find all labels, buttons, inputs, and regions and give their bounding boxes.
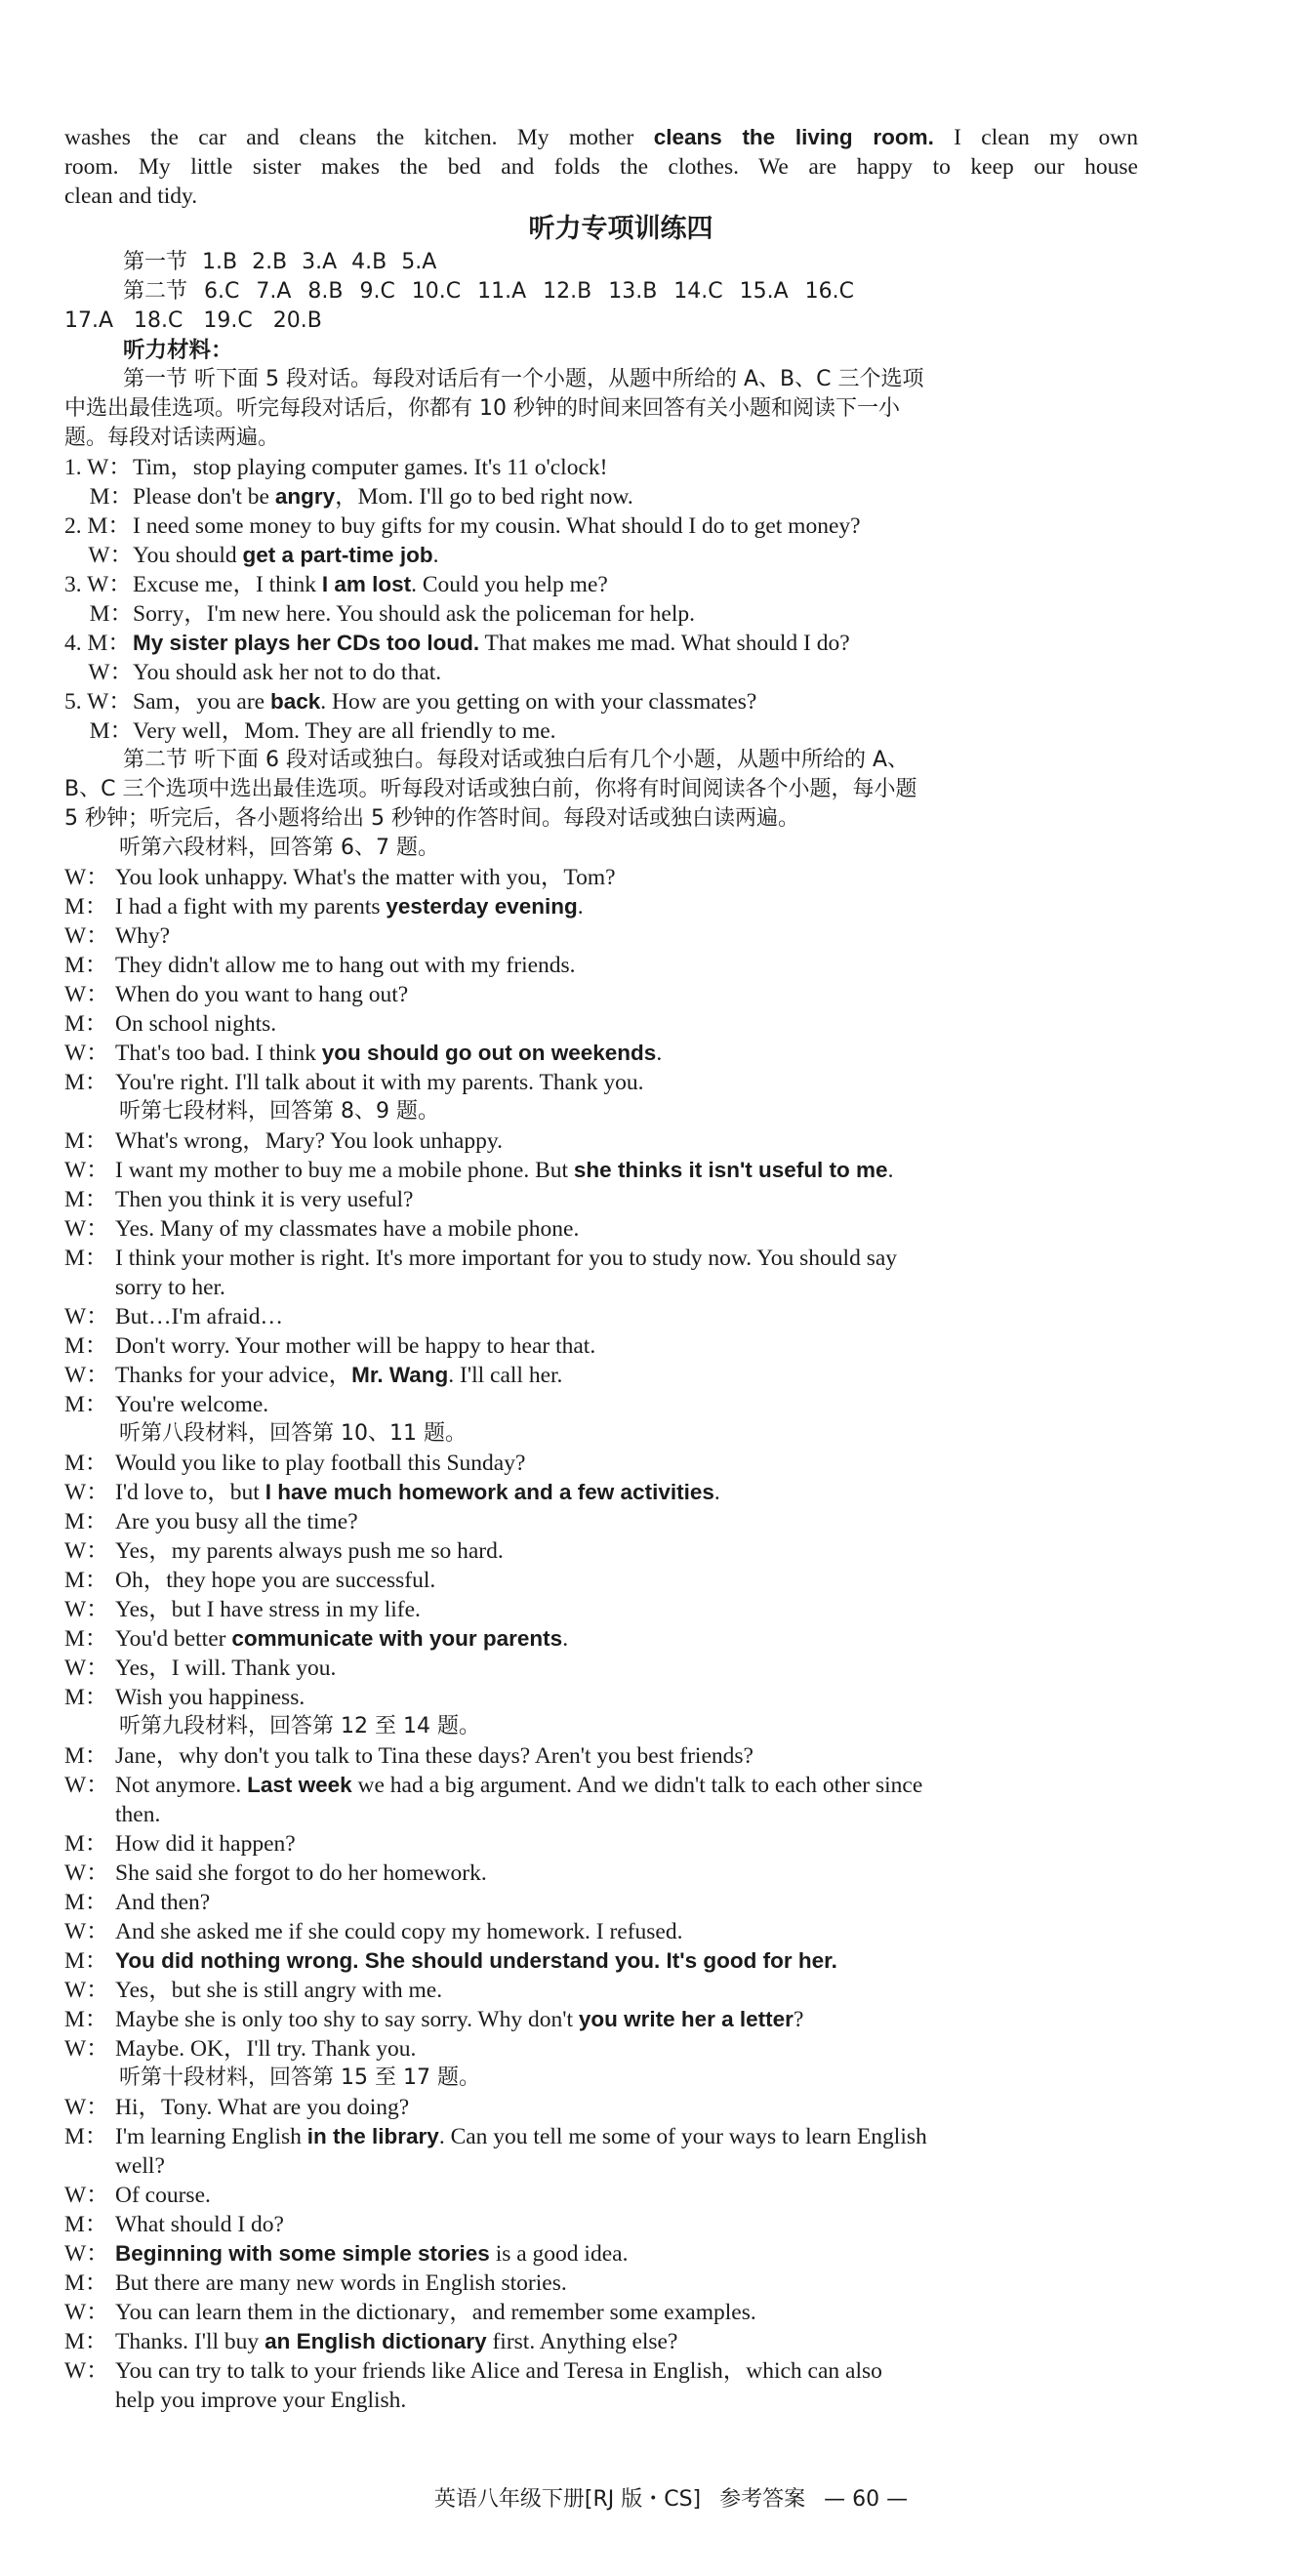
m7-line-5: M： I think your mother is right. It's more important for you to study now. You should say: [64, 1246, 898, 1271]
m10-line-2-cont: well?: [115, 2153, 165, 2179]
m10-line-6: M： But there are many new words in English stories.: [64, 2270, 567, 2296]
m7-line-8: W： Thanks for your advice，Mr. Wang. I'll call her.: [64, 1363, 563, 1388]
dialogue1-m: M：Please don't be angry，Mom. I'll go to bed right now.: [89, 484, 633, 510]
m6-line-7: W： That's too bad. I think you should go out on weekends.: [64, 1041, 663, 1066]
material8-heading: 听第八段材料，回答第 10、11 题。: [119, 1421, 467, 1446]
material6-heading: 听第六段材料，回答第 6、7 题。: [119, 836, 439, 860]
m7-line-3: M： Then you think it is very useful?: [64, 1187, 414, 1212]
m10-line-9-cont: help you improve your English.: [115, 2388, 407, 2413]
instruction1-line3: 题。每段对话读两遍。: [64, 426, 280, 450]
m8-line-5: M： Oh，they hope you are successful.: [64, 1568, 436, 1593]
m7-line-7: M： Don't worry. Your mother will be happy to hear that.: [64, 1333, 596, 1359]
m9-line-4: W： She said she forgot to do her homework.: [64, 1860, 487, 1886]
answers-part1: 第一节 1.B 2.B 3.A 4.B 5.A: [123, 250, 437, 274]
instruction2-line1: 第二节 听下面 6 段对话或独白。每段对话或独白后有几个小题，从题中所给的 A、: [123, 748, 910, 772]
footer-book-title: 英语八年级下册[RJ 版・CS]: [433, 2487, 702, 2512]
m10-line-7: W： You can learn them in the dictionary，and remember some examples.: [64, 2300, 756, 2325]
answers-part2-line1: 第二节 6.C 7.A 8.B 9.C 10.C 11.A 12.B 13.B 14.C 15.A 16.C: [123, 279, 855, 304]
materials-label: 听力材料：: [123, 338, 233, 363]
m7-line-4: W： Yes. Many of my classmates have a mobile phone.: [64, 1216, 580, 1242]
dialogue3-m: M：Sorry，I'm new here. You should ask the policeman for help.: [89, 601, 695, 627]
m8-line-6: W： Yes，but I have stress in my life.: [64, 1597, 421, 1622]
m8-line-9: M： Wish you happiness.: [64, 1685, 305, 1710]
m8-line-1: M： Would you like to play football this Sunday?: [64, 1451, 526, 1476]
intro-line-1: washes the car and cleans the kitchen. My mother cleans the living room. I clean my own: [64, 125, 1138, 150]
m10-line-4: M： What should I do?: [64, 2212, 284, 2237]
m8-line-8: W： Yes，I will. Thank you.: [64, 1656, 337, 1681]
m8-line-2: W： I'd love to，but I have much homework and a few activities.: [64, 1480, 720, 1505]
dialogue4-w: W：You should ask her not to do that.: [88, 660, 442, 685]
dialogue2-w: W：You should get a part-time job.: [88, 543, 439, 568]
m6-line-6: M： On school nights.: [64, 1011, 277, 1037]
m7-line-1: M： What's wrong，Mary? You look unhappy.: [64, 1128, 503, 1154]
m7-line-5-cont: sorry to her.: [115, 1275, 225, 1300]
m10-line-5: W： Beginning with some simple stories is a good idea.: [64, 2241, 629, 2267]
answers-part2-line2: 17.A 18.C 19.C 20.B: [64, 308, 322, 333]
m8-line-4: W： Yes，my parents always push me so hard.: [64, 1538, 504, 1564]
dialogue3-w: 3. W：Excuse me，I think I am lost. Could you help me?: [64, 572, 608, 597]
dialogue4-m: 4. M：My sister plays her CDs too loud. That makes me mad. What should I do?: [64, 631, 850, 656]
m6-line-3: W： Why?: [64, 923, 171, 949]
m10-line-2: M： I'm learning English in the library. Can you tell me some of your ways to learn English: [64, 2124, 927, 2149]
m9-line-5: M： And then?: [64, 1890, 211, 1915]
dialogue2-m: 2. M：I need some money to buy gifts for my cousin. What should I do to get money?: [64, 513, 861, 539]
m9-line-7: M： You did nothing wrong. She should understand you. It's good for her.: [64, 1948, 837, 1974]
m6-line-5: W： When do you want to hang out?: [64, 982, 409, 1007]
m6-line-1: W： You look unhappy. What's the matter with you，Tom?: [64, 865, 616, 890]
m9-line-2: W： Not anymore. Last week we had a big argument. And we didn't talk to each other since: [64, 1773, 923, 1798]
m9-line-2-cont: then.: [115, 1802, 161, 1827]
instruction2-line3: 5 秒钟；听完后，各小题将给出 5 秒钟的作答时间。每段对话或独白读两遍。: [64, 806, 799, 831]
m7-line-2: W： I want my mother to buy me a mobile phone. But she thinks it isn't useful to me.: [64, 1158, 894, 1183]
m9-line-3: M： How did it happen?: [64, 1831, 296, 1857]
instruction1-line2: 中选出最佳选项。听完每段对话后，你都有 10 秒钟的时间来回答有关小题和阅读下一小: [64, 396, 900, 421]
material7-heading: 听第七段材料，回答第 8、9 题。: [119, 1099, 439, 1124]
intro-line-2: room. My little sister makes the bed and folds the clothes. We are happy to keep our house: [64, 154, 1138, 180]
footer-section: 参考答案: [719, 2487, 806, 2512]
instruction1-line1: 第一节 听下面 5 段对话。每段对话后有一个小题，从题中所给的 A、B、C 三个选项: [123, 367, 924, 391]
footer-page-number: — 60 —: [824, 2487, 909, 2512]
m10-line-1: W： Hi，Tony. What are you doing?: [64, 2095, 410, 2120]
m6-line-4: M： They didn't allow me to hang out with my friends.: [64, 953, 576, 978]
m8-line-3: M： Are you busy all the time?: [64, 1509, 358, 1534]
m7-line-6: W： But…I'm afraid…: [64, 1304, 283, 1329]
m9-line-10: W： Maybe. OK，I'll try. Thank you.: [64, 2036, 417, 2062]
dialogue5-m: M：Very well，Mom. They are all friendly to me.: [89, 718, 556, 744]
material9-heading: 听第九段材料，回答第 12 至 14 题。: [119, 1714, 480, 1738]
m6-line-8: M： You're right. I'll talk about it with my parents. Thank you.: [64, 1070, 644, 1095]
m9-line-6: W： And she asked me if she could copy my homework. I refused.: [64, 1919, 683, 1944]
m7-line-9: M： You're welcome.: [64, 1392, 269, 1417]
m9-line-8: W： Yes，but she is still angry with me.: [64, 1978, 443, 2003]
m8-line-7: M： You'd better communicate with your parents.: [64, 1626, 569, 1652]
m10-line-9: W： You can try to talk to your friends like Alice and Teresa in English，which can also: [64, 2358, 882, 2384]
instruction2-line2: B、C 三个选项中选出最佳选项。听每段对话或独白前，你将有时间阅读各个小题，每小题: [64, 777, 917, 801]
m10-line-3: W： Of course.: [64, 2183, 211, 2208]
m9-line-9: M： Maybe she is only too shy to say sorry. Why don't you write her a letter?: [64, 2007, 804, 2032]
page-body: [64, 123, 1138, 2415]
material10-heading: 听第十段材料，回答第 15 至 17 题。: [119, 2065, 480, 2090]
m9-line-1: M： Jane，why don't you talk to Tina these days? Aren't you best friends?: [64, 1743, 753, 1769]
m10-line-8: M： Thanks. I'll buy an English dictionary first. Anything else?: [64, 2329, 678, 2354]
m6-line-2: M： I had a fight with my parents yesterday evening.: [64, 894, 584, 920]
dialogue1-w: 1. W：Tim，stop playing computer games. It's 11 o'clock!: [64, 455, 608, 480]
dialogue5-w: 5. W：Sam，you are back. How are you getting on with your classmates?: [64, 689, 757, 715]
page-footer: [0, 2482, 1303, 2513]
intro-line-3: clean and tidy.: [64, 184, 198, 209]
section-title: 听力专项训练四: [528, 214, 713, 244]
